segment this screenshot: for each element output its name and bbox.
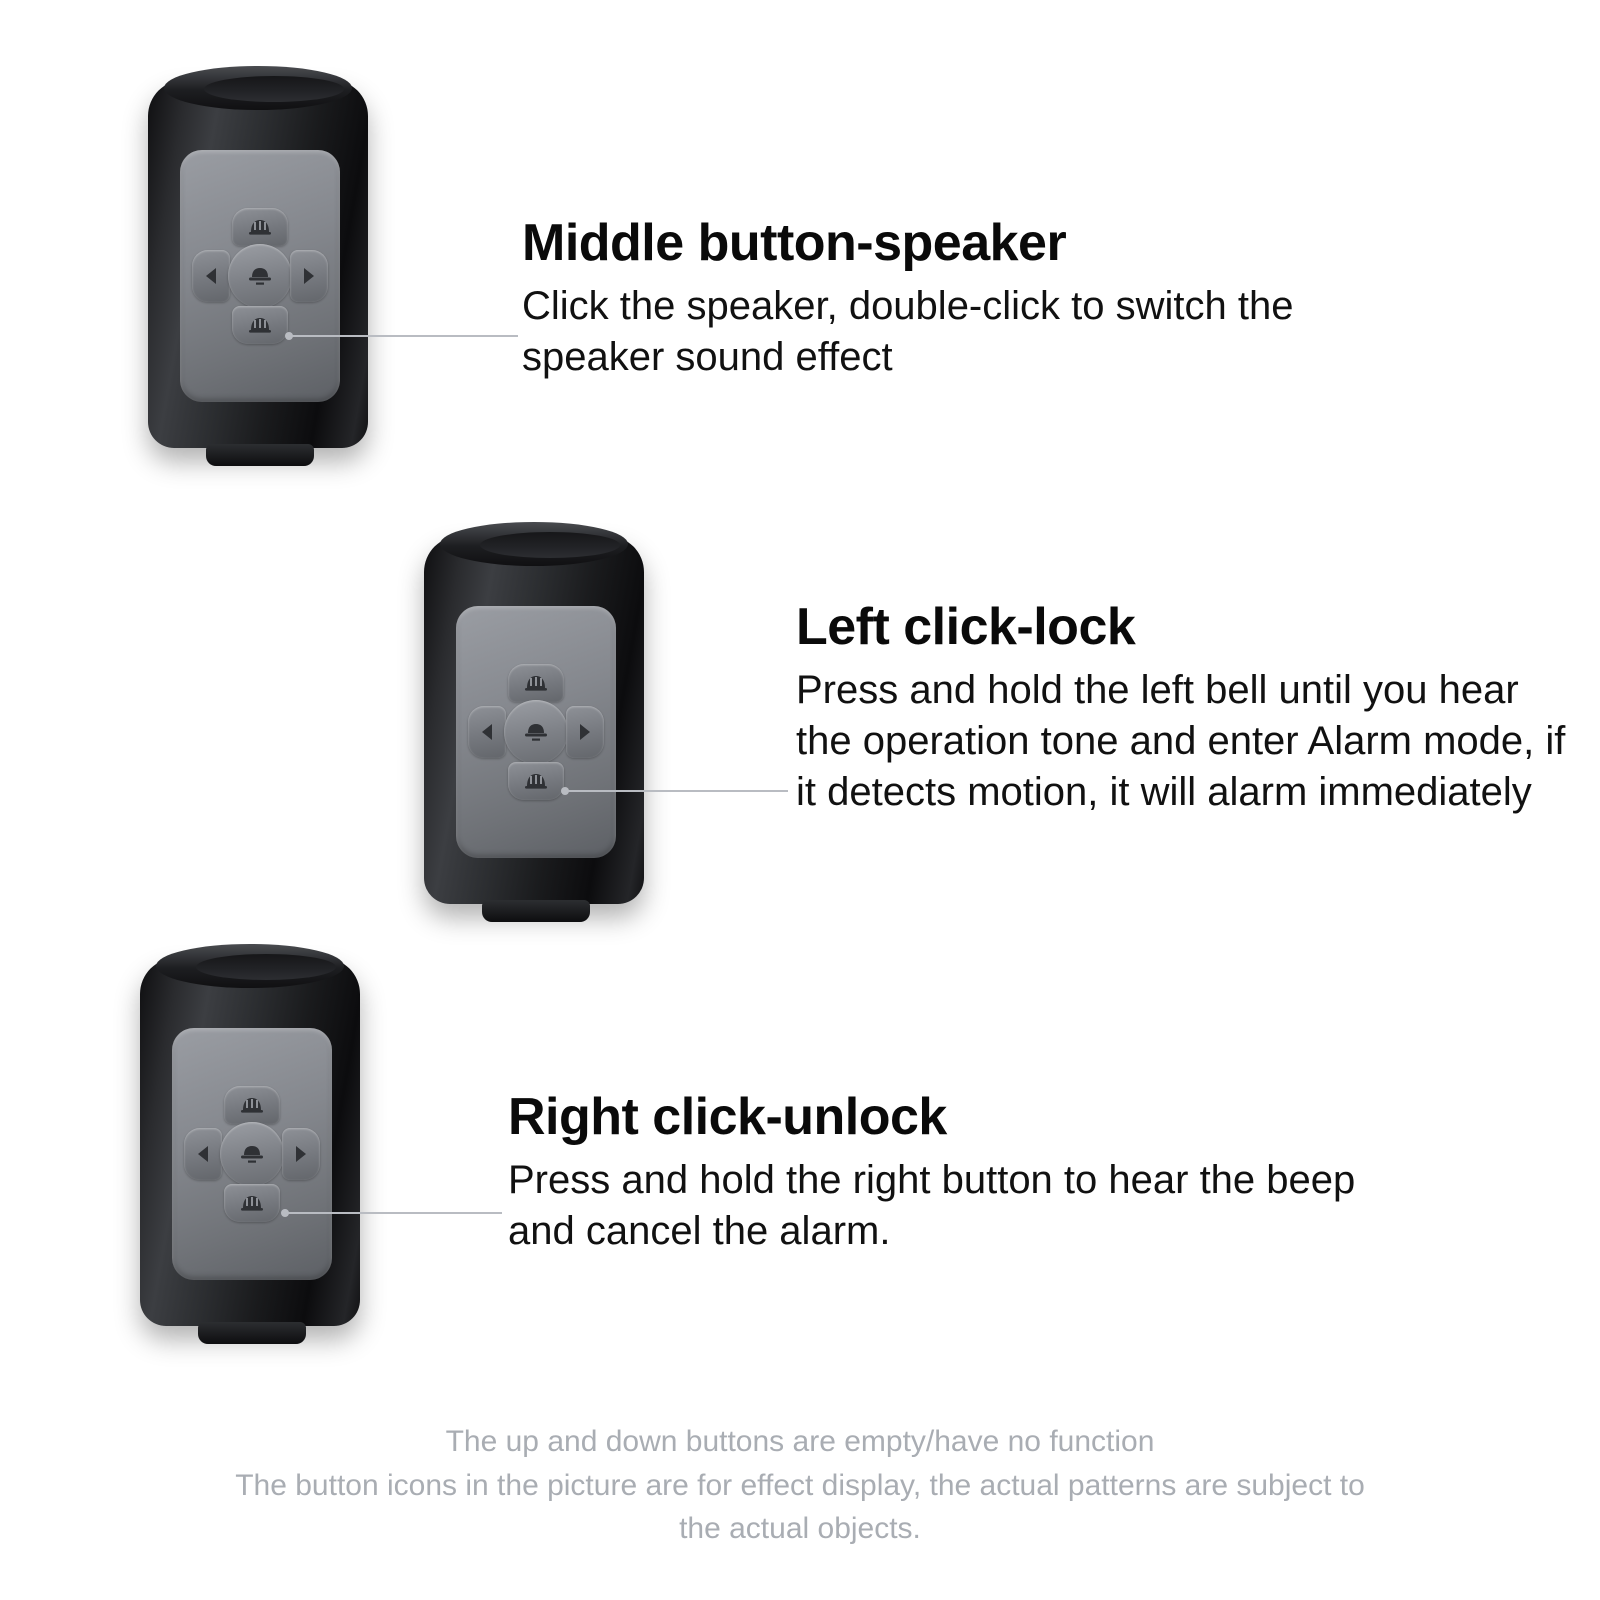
callout-middle-body: Click the speaker, double-click to switch the speaker sound effect: [522, 283, 1294, 379]
bell-icon-down-button[interactable]: [232, 306, 288, 344]
bell-icon-down-button[interactable]: [508, 762, 564, 800]
keypad: [192, 208, 328, 344]
remote-control-device-middle: [148, 62, 368, 462]
callout-right-heading: Right click-unlock: [508, 1088, 947, 1146]
speaker-icon-center-button[interactable]: [228, 244, 292, 308]
keypad: [468, 664, 604, 800]
left-arrow-icon-button[interactable]: [184, 1128, 222, 1180]
bell-icon-up-button[interactable]: [224, 1086, 280, 1124]
leader-line-left: [566, 790, 788, 792]
left-arrow-icon-button[interactable]: [468, 706, 506, 758]
right-arrow-icon-button[interactable]: [282, 1128, 320, 1180]
right-arrow-icon-button[interactable]: [566, 706, 604, 758]
device-top-cap: [164, 66, 352, 110]
keypad: [184, 1086, 320, 1222]
bell-icon-down-button[interactable]: [224, 1184, 280, 1222]
device-top-cap-inner: [480, 532, 620, 558]
device-faceplate: [180, 150, 340, 402]
speaker-icon-center-button[interactable]: [220, 1122, 284, 1186]
callout-right: [508, 1090, 1408, 1257]
footnote-line-2: The button icons in the picture are for effect display, the actual patterns are subject to the actual objects.: [235, 1468, 1365, 1545]
leader-line-right: [286, 1212, 502, 1214]
device-belt-clip: [482, 900, 590, 922]
callout-right-body: Press and hold the right button to hear the beep and cancel the alarm.: [508, 1157, 1356, 1253]
footnote: [0, 1420, 1600, 1551]
device-top-cap-inner: [204, 76, 344, 102]
device-top-cap: [440, 522, 628, 566]
bell-icon-up-button[interactable]: [232, 208, 288, 246]
callout-left: [796, 600, 1566, 818]
device-belt-clip: [198, 1322, 306, 1344]
speaker-icon-center-button[interactable]: [504, 700, 568, 764]
callout-middle-heading: Middle button-speaker: [522, 214, 1067, 272]
left-arrow-icon-button[interactable]: [192, 250, 230, 302]
leader-line-middle: [290, 335, 518, 337]
callout-middle: [522, 216, 1422, 383]
device-faceplate: [172, 1028, 332, 1280]
footnote-line-1: The up and down buttons are empty/have no function: [445, 1425, 1155, 1458]
callout-left-body: Press and hold the left bell until you hear the operation tone and enter Alarm mode, if it detects motion, it will alarm immediately: [796, 667, 1566, 814]
device-top-cap-inner: [196, 954, 336, 980]
remote-control-device-right: [140, 940, 360, 1340]
callout-left-heading: Left click-lock: [796, 598, 1136, 656]
device-top-cap: [156, 944, 344, 988]
right-arrow-icon-button[interactable]: [290, 250, 328, 302]
bell-icon-up-button[interactable]: [508, 664, 564, 702]
device-belt-clip: [206, 444, 314, 466]
remote-control-device-left: [424, 518, 644, 918]
device-faceplate: [456, 606, 616, 858]
